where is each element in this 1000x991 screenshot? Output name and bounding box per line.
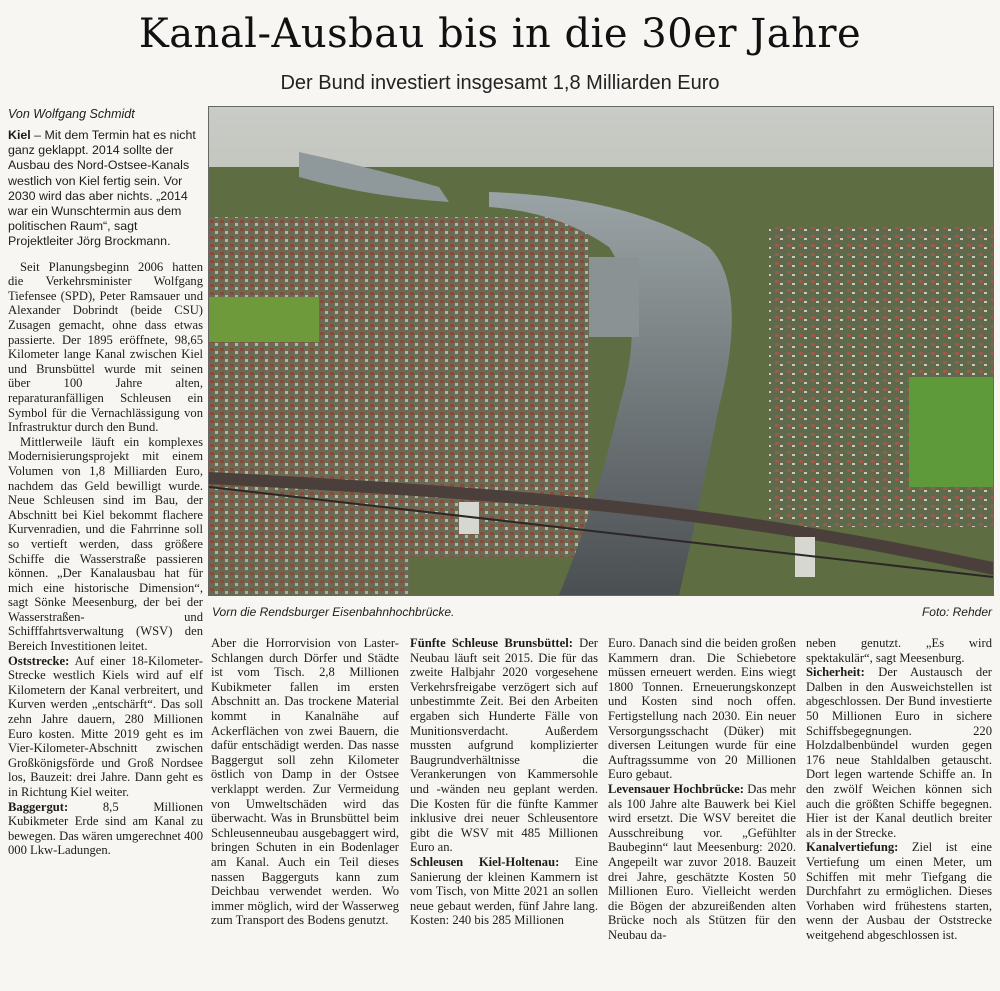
section-label: Fünfte Schleuse Brunsbüttel: xyxy=(410,636,573,650)
column-1 xyxy=(8,128,203,858)
section-label: Sicherheit: xyxy=(806,665,865,680)
section-label: Kanalvertiefung: xyxy=(806,840,899,855)
headline: Kanal-Ausbau bis in die 30er Jahre xyxy=(138,11,862,57)
subheadline: Der Bund investiert insgesamt 1,8 Milliarden Euro xyxy=(280,72,720,94)
paragraph: neben genutzt. „Es wird spektakulär“, sagt Meesenburg. xyxy=(806,636,992,665)
aerial-photo xyxy=(208,106,994,596)
lede-paragraph xyxy=(8,128,203,250)
paragraph: Euro. Danach sind die beiden großen Kammern dran. Die Schiebetore müssen erneuert werden. Eins wiegt 1800 Tonnen. Erneuerungskonzept und Kosten sind noch offen. Fertigstellung nach 2030. Ein neuer Versorgungsschacht (Düker) mit diversen Leitungen wurde für eine Auftragssumme von 20 Millionen Euro gebaut. xyxy=(608,636,796,782)
paragraph: Levensauer Hochbrücke: Das mehr als 100 Jahre alte Bauwerk bei Kiel wird ersetzt. Die WSV bereitet die Ausschreibung vor. „Gefühlter Baubeginn“ laut Meesenburg: 2020. Angepeilt war zuvor 2018. Bauzeit drei Jahre, geschätzte Kosten 50 Millionen Euro. Vielleicht werden die Bögen der abzureißenden alten Brücke noch als Stützen für den Neubau da- xyxy=(608,781,796,942)
paragraph: Schleusen Kiel-Holtenau: Eine Sanierung der kleinen Kammern ist vom Tisch, von Mitte 2021 an sollen neue gebaut werden, fünf Jahre lang. Kosten: 240 bis 285 Millionen xyxy=(410,854,598,928)
paragraph: Fünfte Schleuse Brunsbüttel: Der Neubau läuft seit 2015. Die für das zweite Halbjahr 2020 vorgesehene Verkehrsfreigabe verzögert sich auf unbestimmte Zeit. Bei den Arbeiten ergaben sich Hunderte Fälle von Munitionsverdacht. Außerdem mussten aufgrund komplizierter Baugrundverhältnisse die Verankerungen von Kammersohle und -wänden neu geplant werden. Die Kosten für die fünfte Kammer inklusive drei neuer Schleusentore gibt die WSV mit 485 Millionen Euro an. xyxy=(410,636,598,855)
paragraph: Aber die Horrorvision von Laster-Schlangen durch Dörfer und Städte ist vom Tisch. 2,8 Millionen Kubikmeter fallen im ersten Abschnitt an. Das trockene Material kommt in Kanalnähe auf Ackerflächen von zwei Bauern, die dafür entschädigt werden. Das nasse Baggergut soll zehn Kilometer östlich von Damp in der Ostsee verklappt werden. Zur Vermeidung von Umweltschäden wird das überwacht. Was in Brunsbüttel beim Schleusenneubau ausgebaggert wird, bringen Schuten in ein Bodenlager am Kanal. Auch ein Teil dieses nassen Baggerguts kann zum Deichbau verwendet werden. Wo immer möglich, wird der Wasserweg zum Transport des Bodens genutzt. xyxy=(211,636,399,928)
section-label: Levensauer Hochbrücke: xyxy=(608,781,744,796)
paragraph: Oststrecke: Auf einer 18-Kilometer-Strecke westlich Kiels wird auf elf Kilometern der Kanal verbreitert, und Kurven werden „entschärft“. Das soll zehn Jahre dauern, 280 Millionen Euro kosten. Mitte 2019 geht es im Vier-Kilometer-Abschnitt zwischen Großkönigsförde und Groß Nordsee los, Bauzeit: drei Jahre. Dann geht es in Richtung Kiel weiter. xyxy=(8,653,203,799)
lede-text: – Mit dem Termin hat es nicht ganz geklappt. 2014 sollte der Ausbau des Nord-Ostsee-Kanals westlich von Kiel fertig sein. Vor 2030 wird das aber nichts. „2014 war ein Wunschtermin aus dem politischen Raum“, sagt Projektleiter Jörg Brockmann. xyxy=(8,128,196,249)
photo-credit: Foto: Rehder xyxy=(921,605,992,619)
column-3 xyxy=(410,636,598,928)
aerial-photo-image xyxy=(209,107,993,595)
section-label: Oststrecke: xyxy=(8,653,70,668)
paragraph: Baggergut: 8,5 Millionen Kubikmeter Erde sind am Kanal zu bewegen. Das wären umgerechnet 400 000 Lkw-Ladungen. xyxy=(8,799,203,858)
author-byline: Von Wolfgang Schmidt xyxy=(8,107,135,121)
lede-place: Kiel xyxy=(8,128,31,142)
paragraph: Mittlerweile läuft ein komplexes Modernisierungsprojekt mit einem Volumen von 1,8 Milliarden Euro, nachdem das Geld bewilligt wurde. Neue Schleusen sind im Bau, der Abschnitt bei Kiel bekommt flachere Kurvenradien, und die Fahrrinne soll so vertieft werden, dass größere Schiffe die Wasserstraße passieren können. „Der Kanalausbau hat für mich eine historische Dimension“, sagt Sönke Meesenburg, der bei der Wasserstraßen- und Schifffahrtsverwaltung (WSV) den Bereich Investitionen leitet. xyxy=(8,434,203,654)
paragraph: Seit Planungsbeginn 2006 hatten die Verkehrsminister Wolfgang Tiefensee (SPD), Peter Ramsauer und Alexander Dobrindt (beide CSU) Zusagen gemacht, ohne dass etwas passierte. Der 1895 eröffnete, 98,65 Kilometer lange Kanal zwischen Kiel und Brunsbüttel wurde mit seinen über 100 Jahre alten, reparaturanfälligen Schleusen ein Symbol für die Vernachlässigung von Infrastruktur durch den Bund. xyxy=(8,259,203,435)
photo-caption: Vorn die Rendsburger Eisenbahnhochbrücke. xyxy=(212,605,455,619)
section-label: Baggergut: xyxy=(8,799,69,814)
paragraph: Sicherheit: Der Austausch der Dalben in den Ausweichstellen ist abgeschlossen. Der Bund investierte 50 Millionen Euro in sichere Schiffsbegegnungen. 220 Holzdalbenbündel wurden gegen 176 neue Stahldalben getauscht. Dort legen wartende Schiffe an. In den zwölf Weichen können sich auch die größten Schiffe begegnen. Hier ist der Kanal deutlich breiter als in der Strecke. xyxy=(806,665,992,840)
paragraph: Kanalvertiefung: Ziel ist eine Vertiefung um einen Meter, um Schiffen mit mehr Tiefgang die Durchfahrt zu ermöglichen. Dieses Vorhaben wird frühestens starten, wenn der Ausbau der Oststrecke weitgehend abgeschlossen ist. xyxy=(806,840,992,942)
column-4 xyxy=(608,636,796,942)
column-5 xyxy=(806,636,992,942)
column-2 xyxy=(211,636,399,928)
section-label: Schleusen Kiel-Holtenau: xyxy=(410,854,560,869)
